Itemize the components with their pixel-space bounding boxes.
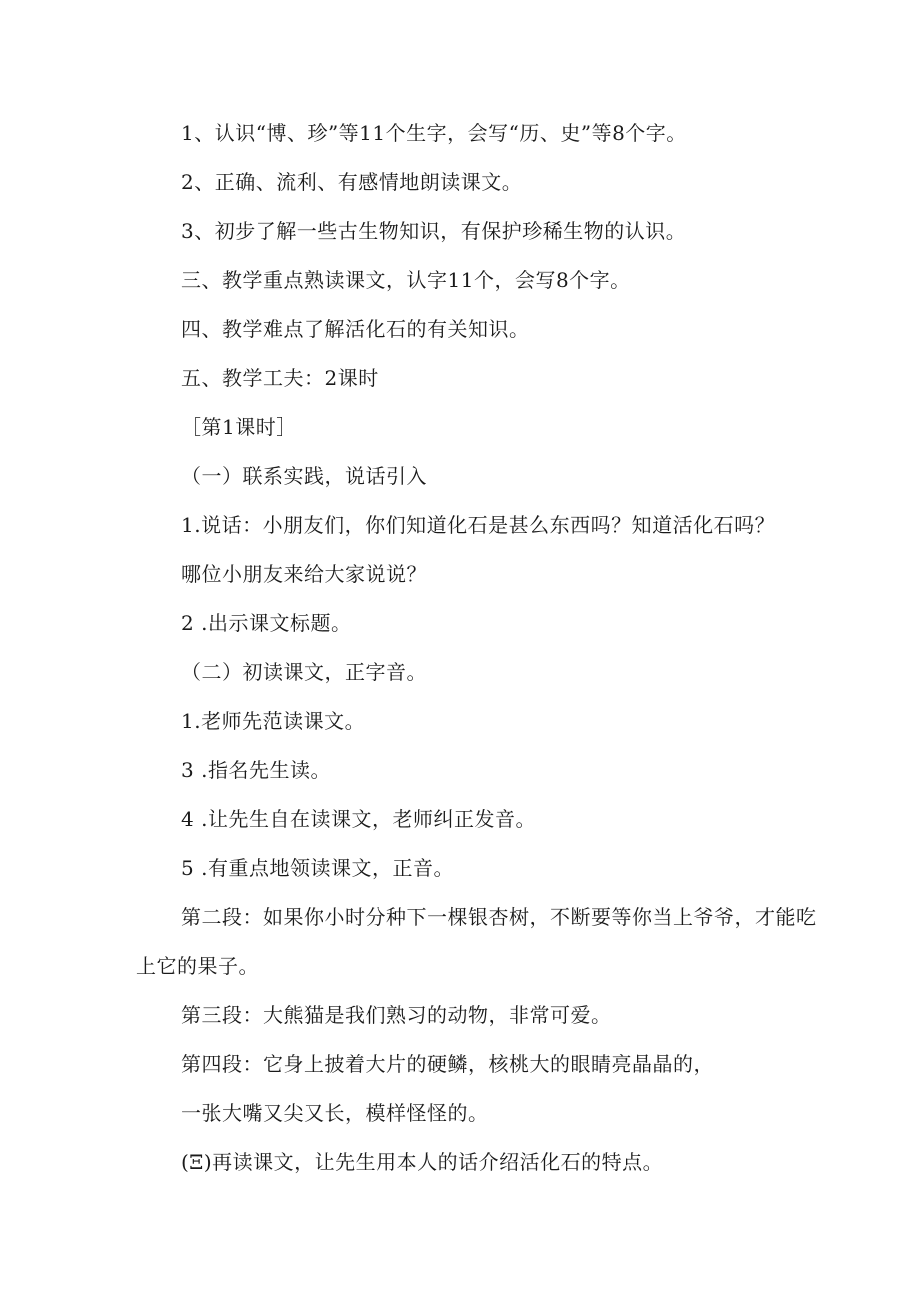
- lesson-heading: ［第1课时］: [181, 415, 297, 439]
- step-1-speak-continued: 哪位小朋友来给大家说说？: [181, 562, 427, 586]
- teaching-difficulty: 四、教学难点了解活化石的有关知识。: [181, 317, 530, 341]
- section-one-heading: （一）联系实践，说话引入: [181, 464, 427, 488]
- objective-1: 1、认识“博、珍”等11个生字，会写“历、史”等8个字。: [181, 121, 687, 145]
- teaching-focus: 三、教学重点熟读课文，认字11个，会写8个字。: [181, 268, 631, 292]
- read-step-4: 4 .让先生自在读课文，老师纠正发音。: [181, 807, 536, 831]
- read-step-5: 5 .有重点地领读课文，正音。: [181, 856, 454, 880]
- section-two-heading: （二）初读课文，正字音。: [181, 660, 427, 684]
- paragraph-four: 第四段：它身上披着大片的硬鳞，核桃大的眼睛亮晶晶的，: [181, 1052, 714, 1076]
- step-1-speak: 1.说话：小朋友们，你们知道化石是甚么东西吗？知道活化石吗？: [181, 513, 776, 537]
- paragraph-three: 第三段：大熊猫是我们熟习的动物，非常可爱。: [181, 1003, 612, 1027]
- read-step-3: 3 .指名先生读。: [181, 758, 331, 782]
- paragraph-two: 第二段：如果你小时分种下一棵银杏树，不断要等你当上爷爷，才能吃: [181, 905, 817, 929]
- objective-2: 2、正确、流利、有感情地朗读课文。: [181, 170, 523, 194]
- objective-3: 3、初步了解一些古生物知识，有保护珍稀生物的认识。: [181, 219, 687, 243]
- paragraph-four-continued: 一张大嘴又尖又长，模样怪怪的。: [181, 1101, 489, 1125]
- teaching-time: 五、教学工夫：2课时: [181, 366, 379, 390]
- step-2-title: 2 .出示课文标题。: [181, 611, 352, 635]
- paragraph-two-continued: 上它的果子。: [136, 954, 259, 978]
- read-step-1: 1.老师先范读课文。: [181, 709, 366, 733]
- section-three-heading: (Ξ)再读课文，让先生用本人的话介绍活化石的特点。: [181, 1150, 664, 1174]
